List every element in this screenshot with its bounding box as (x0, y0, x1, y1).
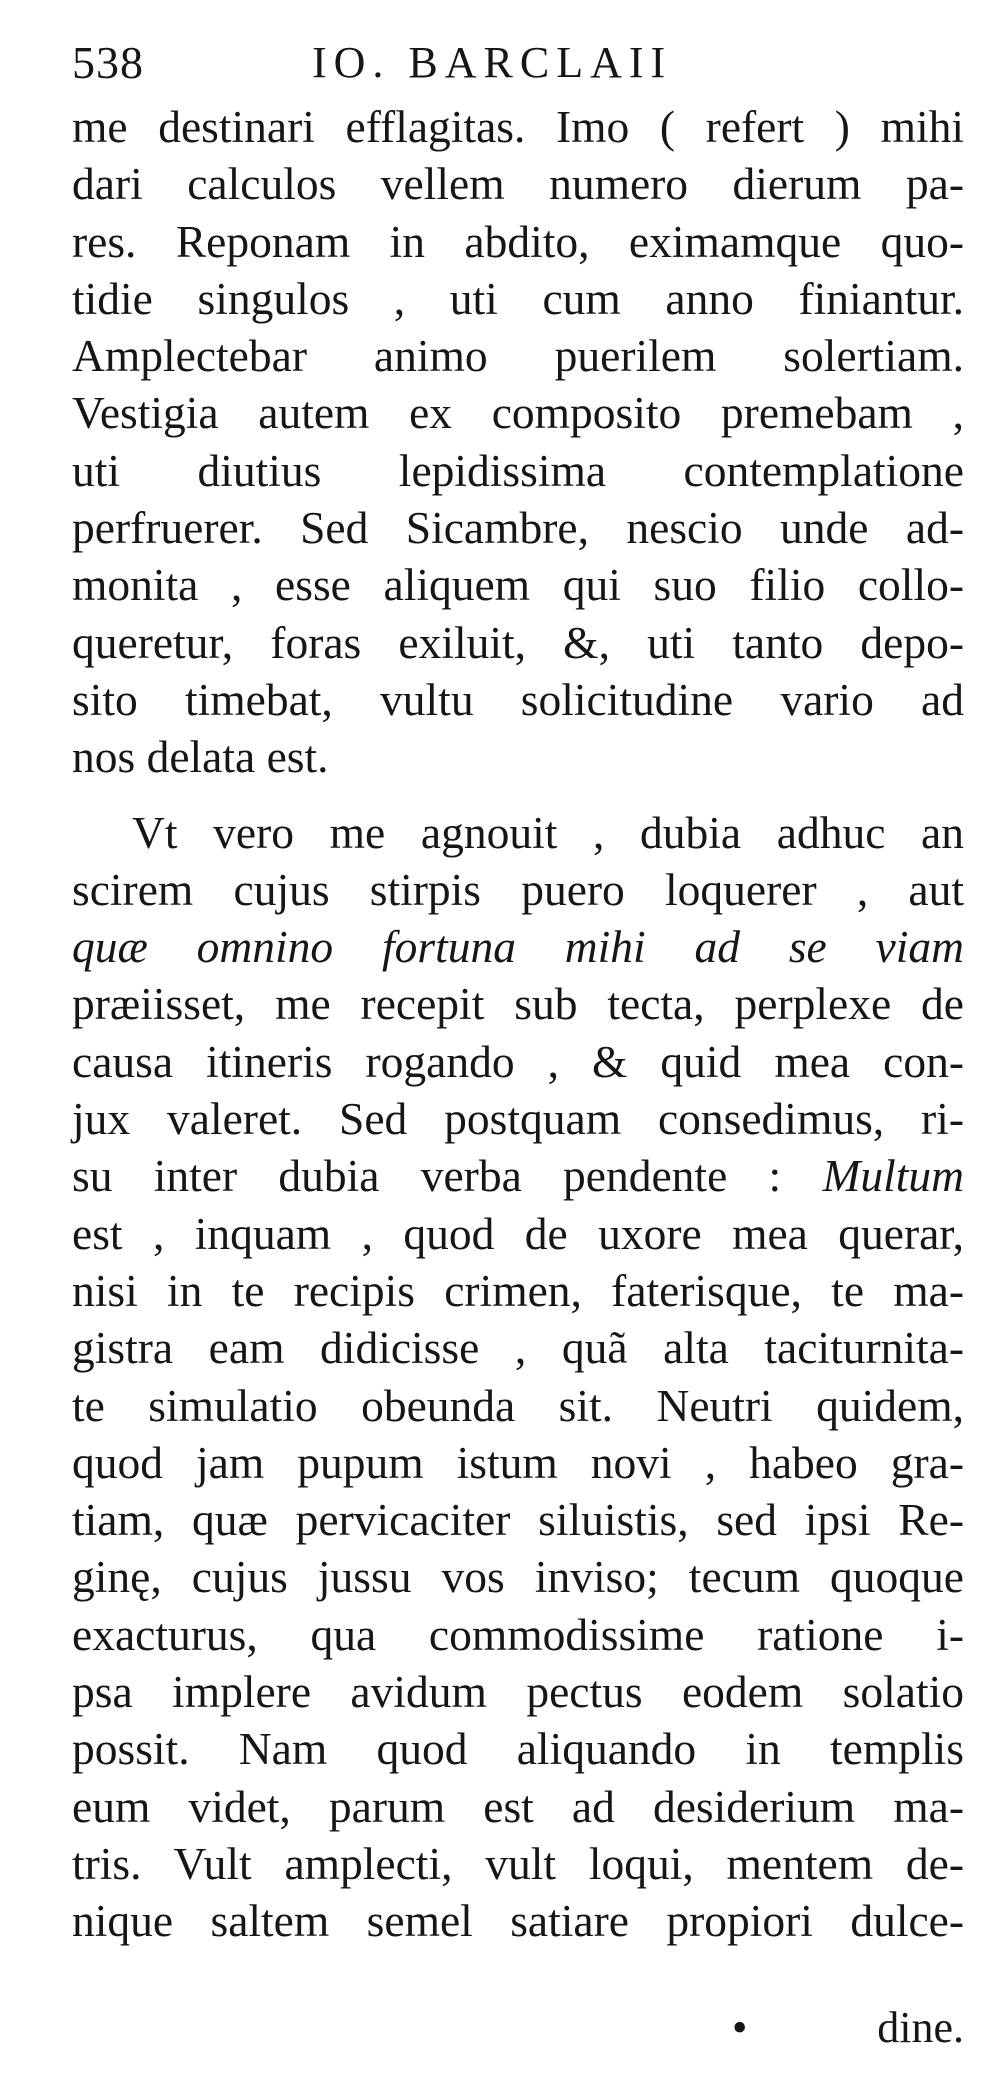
paragraph-1 (72, 98, 964, 786)
text-line: Vt vero me agnouit , dubia adhuc an (132, 806, 964, 858)
text-line: quod jam pupum istum novi , habeo gra- (72, 1436, 964, 1488)
text-line: te simulatio obeunda sit. Neutri quidem, (72, 1379, 964, 1431)
text-line: Vestigia autem ex composito premebam , (72, 387, 964, 439)
text-line: ginę, cujus jussu vos inviso; tecum quoque (72, 1551, 964, 1603)
running-title: IO. BARCLAII (312, 38, 673, 87)
text-line: queretur, foras exiluit, &, uti tanto depo- (72, 616, 964, 668)
text-line: possit. Nam quod aliquando in templis (72, 1723, 964, 1775)
text-line: nisi in te recipis crimen, faterisque, te ma- (72, 1264, 964, 1316)
text-line: uti diutius lepidissima contemplatione (72, 444, 964, 496)
text-line: est , inquam , quod de uxore mea querar, (72, 1207, 964, 1259)
body-text (72, 98, 964, 1950)
text-line: res. Reponam in abdito, eximamque quo- (72, 215, 964, 267)
italic-run: Multum (822, 1150, 964, 1202)
text-line: tris. Vult amplecti, vult loqui, mentem de- (72, 1837, 964, 1889)
text-line: causa itineris rogando , & quid mea con- (72, 1035, 964, 1087)
text-line: exacturus, qua commodissime ratione i- (72, 1608, 964, 1660)
text-line: quæ omnino fortuna mihi ad se viam (72, 921, 964, 973)
text-line: sito timebat, vultu solicitudine vario ad (72, 673, 964, 725)
text-line: tiam, quæ pervicaciter siluistis, sed ipsi Re- (72, 1494, 964, 1546)
page-number: 538 (72, 37, 144, 88)
text-line: Amplectebar animo puerilem solertiam. (72, 330, 964, 382)
text-line: jux valeret. Sed postquam consedimus, ri- (72, 1093, 964, 1145)
catchword-line (72, 1998, 964, 2058)
text-line: psa implere avidum pectus eodem solatio (72, 1666, 964, 1718)
text-line: nique saltem semel satiare propiori dulce- (72, 1895, 964, 1947)
text-line: præiisset, me recepit sub tecta, perplexe de (72, 978, 964, 1030)
bullet-mark: • (732, 2003, 748, 2052)
text-line: dari calculos vellem numero dierum pa- (72, 158, 964, 210)
running-head (72, 28, 972, 98)
text-line: nos delata est. (72, 731, 329, 783)
text-line: me destinari efflagitas. Imo ( refert ) mihi (72, 101, 964, 152)
text-line: scirem cujus stirpis puero loquerer , aut (72, 863, 964, 915)
paragraph-2 (72, 804, 964, 1950)
text-line: eum videt, parum est ad desiderium ma- (72, 1780, 964, 1832)
text-line: perfruerer. Sed Sicambre, nescio unde ad- (72, 502, 964, 554)
text-run: su inter dubia verba pendente : (72, 1150, 823, 1202)
catchword: dine. (877, 2003, 964, 2052)
text-line (72, 1147, 964, 1204)
paragraph-gap (72, 786, 964, 804)
text-line: monita , esse aliquem qui suo filio collo- (72, 559, 964, 611)
text-line: tidie singulos , uti cum anno finiantur. (72, 272, 964, 324)
text-line: gistra eam didicisse , quã alta taciturnita- (72, 1322, 964, 1374)
